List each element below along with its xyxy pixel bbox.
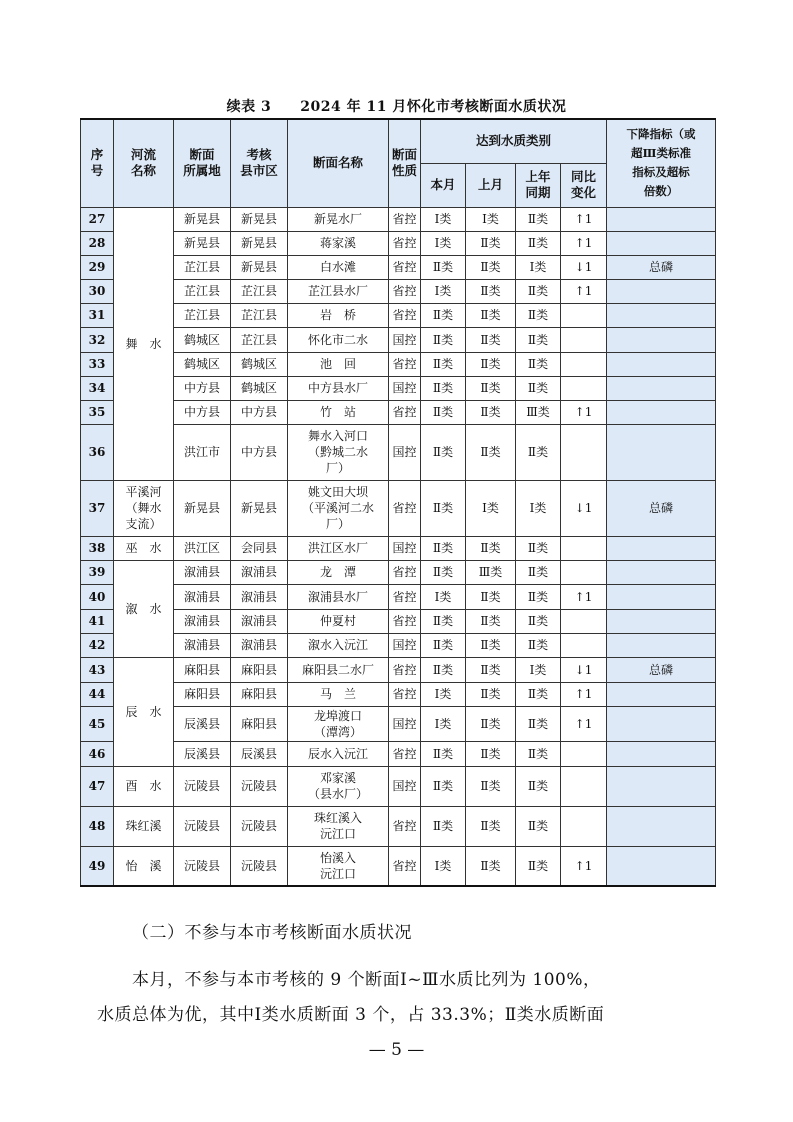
this-month-class: Ⅰ类 — [421, 584, 466, 609]
last-year-class: Ⅱ类 — [516, 207, 561, 231]
table-row — [81, 400, 716, 424]
indicator — [607, 279, 716, 303]
yoy-change — [561, 560, 607, 584]
this-month-class: Ⅱ类 — [421, 327, 466, 352]
nature: 国控 — [389, 376, 421, 400]
section-heading: （二）不参与本市考核断面水质状况 — [132, 923, 412, 943]
table-row — [81, 766, 716, 806]
row-number: 45 — [81, 706, 114, 741]
this-month-class: Ⅱ类 — [421, 766, 466, 806]
section-name: 蒋家溪 — [288, 231, 389, 255]
row-number: 47 — [81, 766, 114, 806]
indicator — [607, 682, 716, 706]
nature: 省控 — [389, 400, 421, 424]
indicator — [607, 400, 716, 424]
indicator — [607, 633, 716, 657]
table-row — [81, 376, 716, 400]
section-name: 岩 桥 — [288, 303, 389, 327]
indicator — [607, 741, 716, 766]
county: 中方县 — [231, 400, 288, 424]
county: 鹤城区 — [231, 352, 288, 376]
row-number: 31 — [81, 303, 114, 327]
section-location: 芷江县 — [174, 279, 231, 303]
last-month-class: Ⅱ类 — [466, 424, 516, 480]
row-number: 34 — [81, 376, 114, 400]
indicator — [607, 536, 716, 560]
table-row — [81, 279, 716, 303]
this-month-class: Ⅱ类 — [421, 424, 466, 480]
last-year-class: Ⅱ类 — [516, 706, 561, 741]
nature: 国控 — [389, 327, 421, 352]
last-month-class: Ⅱ类 — [466, 657, 516, 682]
this-month-class: Ⅱ类 — [421, 657, 466, 682]
section-location: 辰溪县 — [174, 741, 231, 766]
indicator — [607, 303, 716, 327]
paragraph-line-2: 水质总体为优，其中Ⅰ类水质断面 3 个，占 33.3%；Ⅱ类水质断面 — [97, 1005, 605, 1025]
yoy-change — [561, 424, 607, 480]
last-month-class: Ⅱ类 — [466, 633, 516, 657]
yoy-change: ↑1 — [561, 846, 607, 886]
table-row — [81, 584, 716, 609]
last-year-class: Ⅱ类 — [516, 560, 561, 584]
water-quality-table — [80, 118, 716, 887]
last-year-class: Ⅱ类 — [516, 376, 561, 400]
header-this-month: 本月 — [421, 163, 466, 207]
section-location: 鹤城区 — [174, 352, 231, 376]
section-name: 溆水入沅江 — [288, 633, 389, 657]
county: 溆浦县 — [231, 609, 288, 633]
last-month-class: Ⅱ类 — [466, 766, 516, 806]
last-month-class: Ⅱ类 — [466, 846, 516, 886]
table-row — [81, 352, 716, 376]
row-number: 42 — [81, 633, 114, 657]
row-number: 28 — [81, 231, 114, 255]
this-month-class: Ⅱ类 — [421, 633, 466, 657]
river-name: 舞 水 — [114, 207, 174, 480]
last-year-class: Ⅱ类 — [516, 741, 561, 766]
header-last-year: 上年 同期 — [516, 163, 561, 207]
last-month-class: Ⅱ类 — [466, 400, 516, 424]
yoy-change — [561, 806, 607, 846]
section-name: 竹 站 — [288, 400, 389, 424]
indicator — [607, 706, 716, 741]
last-month-class: Ⅱ类 — [466, 231, 516, 255]
table-row — [81, 560, 716, 584]
header-section-name: 断面名称 — [288, 119, 389, 207]
section-location: 中方县 — [174, 400, 231, 424]
county: 沅陵县 — [231, 846, 288, 886]
last-month-class: Ⅰ类 — [466, 207, 516, 231]
this-month-class: Ⅱ类 — [421, 303, 466, 327]
river-name: 辰 水 — [114, 657, 174, 766]
section-name: 溆浦县水厂 — [288, 584, 389, 609]
yoy-change: ↑1 — [561, 400, 607, 424]
yoy-change — [561, 303, 607, 327]
section-location: 沅陵县 — [174, 806, 231, 846]
indicator — [607, 806, 716, 846]
last-year-class: Ⅱ类 — [516, 766, 561, 806]
nature: 省控 — [389, 255, 421, 279]
last-year-class: Ⅲ类 — [516, 400, 561, 424]
river-name: 珠红溪 — [114, 806, 174, 846]
table-row — [81, 633, 716, 657]
nature: 省控 — [389, 231, 421, 255]
row-number: 27 — [81, 207, 114, 231]
indicator: 总磷 — [607, 480, 716, 536]
last-month-class: Ⅱ类 — [466, 682, 516, 706]
county: 新晃县 — [231, 207, 288, 231]
page-number: — 5 — — [368, 1040, 425, 1060]
yoy-change — [561, 741, 607, 766]
header-county: 考核 县市区 — [231, 119, 288, 207]
section-location: 沅陵县 — [174, 846, 231, 886]
header-yoy: 同比 变化 — [561, 163, 607, 207]
county: 芷江县 — [231, 327, 288, 352]
yoy-change: ↑1 — [561, 584, 607, 609]
section-name: 芷江县水厂 — [288, 279, 389, 303]
indicator: 总磷 — [607, 657, 716, 682]
last-month-class: Ⅰ类 — [466, 480, 516, 536]
last-month-class: Ⅱ类 — [466, 255, 516, 279]
paragraph-line-1: 本月，不参与本市考核的 9 个断面Ⅰ~Ⅲ水质比列为 100%， — [132, 970, 601, 990]
row-number: 41 — [81, 609, 114, 633]
table-row — [81, 327, 716, 352]
indicator — [607, 424, 716, 480]
section-name: 怀化市二水 — [288, 327, 389, 352]
yoy-change: ↑1 — [561, 207, 607, 231]
header-indicator: 下降指标（或 超Ⅲ类标准 指标及超标 倍数） — [607, 119, 716, 207]
county: 沅陵县 — [231, 766, 288, 806]
yoy-change — [561, 633, 607, 657]
nature: 省控 — [389, 584, 421, 609]
section-location: 鹤城区 — [174, 327, 231, 352]
last-year-class: Ⅱ类 — [516, 303, 561, 327]
county: 溆浦县 — [231, 633, 288, 657]
nature: 省控 — [389, 806, 421, 846]
header-seq: 序 号 — [81, 119, 114, 207]
yoy-change: ↓1 — [561, 657, 607, 682]
table-row — [81, 846, 716, 886]
nature: 省控 — [389, 303, 421, 327]
county: 沅陵县 — [231, 806, 288, 846]
this-month-class: Ⅱ类 — [421, 376, 466, 400]
section-name: 洪江区水厂 — [288, 536, 389, 560]
section-location: 洪江区 — [174, 536, 231, 560]
indicator — [607, 352, 716, 376]
yoy-change — [561, 536, 607, 560]
last-year-class: Ⅱ类 — [516, 352, 561, 376]
row-number: 35 — [81, 400, 114, 424]
this-month-class: Ⅱ类 — [421, 560, 466, 584]
river-name: 平溪河 （舞水 支流） — [114, 480, 174, 536]
row-number: 39 — [81, 560, 114, 584]
row-number: 48 — [81, 806, 114, 846]
header-nature: 断面 性质 — [389, 119, 421, 207]
last-month-class: Ⅱ类 — [466, 584, 516, 609]
last-year-class: Ⅱ类 — [516, 536, 561, 560]
river-name: 巫 水 — [114, 536, 174, 560]
header-class-group: 达到水质类别 — [421, 119, 607, 163]
county: 麻阳县 — [231, 706, 288, 741]
section-name: 姚文田大坝 （平溪河二水 厂） — [288, 480, 389, 536]
nature: 省控 — [389, 279, 421, 303]
indicator — [607, 327, 716, 352]
indicator — [607, 846, 716, 886]
row-number: 38 — [81, 536, 114, 560]
section-name: 马 兰 — [288, 682, 389, 706]
last-month-class: Ⅱ类 — [466, 303, 516, 327]
section-name: 辰水入沅江 — [288, 741, 389, 766]
nature: 省控 — [389, 480, 421, 536]
nature: 省控 — [389, 846, 421, 886]
last-month-class: Ⅱ类 — [466, 352, 516, 376]
table-row — [81, 424, 716, 480]
row-number: 33 — [81, 352, 114, 376]
table-row — [81, 682, 716, 706]
section-location: 溆浦县 — [174, 633, 231, 657]
row-number: 46 — [81, 741, 114, 766]
county: 新晃县 — [231, 480, 288, 536]
last-year-class: Ⅱ类 — [516, 424, 561, 480]
section-location: 新晃县 — [174, 231, 231, 255]
last-year-class: Ⅱ类 — [516, 633, 561, 657]
county: 中方县 — [231, 424, 288, 480]
last-year-class: Ⅱ类 — [516, 806, 561, 846]
last-month-class: Ⅱ类 — [466, 327, 516, 352]
row-number: 29 — [81, 255, 114, 279]
row-number: 43 — [81, 657, 114, 682]
county: 溆浦县 — [231, 560, 288, 584]
last-year-class: Ⅱ类 — [516, 682, 561, 706]
nature: 国控 — [389, 633, 421, 657]
yoy-change — [561, 609, 607, 633]
table-row — [81, 741, 716, 766]
section-location: 沅陵县 — [174, 766, 231, 806]
county: 麻阳县 — [231, 657, 288, 682]
section-location: 辰溪县 — [174, 706, 231, 741]
section-location: 芷江县 — [174, 255, 231, 279]
section-location: 麻阳县 — [174, 657, 231, 682]
header-section-location: 断面 所属地 — [174, 119, 231, 207]
county: 芷江县 — [231, 279, 288, 303]
county: 麻阳县 — [231, 682, 288, 706]
table-row — [81, 536, 716, 560]
indicator — [607, 609, 716, 633]
this-month-class: Ⅱ类 — [421, 806, 466, 846]
yoy-change — [561, 376, 607, 400]
row-number: 30 — [81, 279, 114, 303]
row-number: 44 — [81, 682, 114, 706]
last-month-class: Ⅱ类 — [466, 536, 516, 560]
header-last-month: 上月 — [466, 163, 516, 207]
this-month-class: Ⅰ类 — [421, 846, 466, 886]
table-row — [81, 255, 716, 279]
county: 会同县 — [231, 536, 288, 560]
county: 新晃县 — [231, 255, 288, 279]
indicator — [607, 376, 716, 400]
county: 鹤城区 — [231, 376, 288, 400]
indicator — [607, 766, 716, 806]
table-title: 续表 3 2024 年 11 月怀化市考核断面水质状况 — [226, 99, 567, 115]
river-name: 怡 溪 — [114, 846, 174, 886]
section-location: 中方县 — [174, 376, 231, 400]
county: 溆浦县 — [231, 584, 288, 609]
last-month-class: Ⅱ类 — [466, 609, 516, 633]
table-row — [81, 706, 716, 741]
yoy-change: ↑1 — [561, 682, 607, 706]
nature: 省控 — [389, 741, 421, 766]
row-number: 49 — [81, 846, 114, 886]
this-month-class: Ⅰ类 — [421, 706, 466, 741]
yoy-change: ↑1 — [561, 706, 607, 741]
last-year-class: Ⅱ类 — [516, 231, 561, 255]
county: 芷江县 — [231, 303, 288, 327]
section-location: 芷江县 — [174, 303, 231, 327]
this-month-class: Ⅱ类 — [421, 255, 466, 279]
last-year-class: Ⅰ类 — [516, 657, 561, 682]
last-month-class: Ⅱ类 — [466, 706, 516, 741]
section-location: 溆浦县 — [174, 609, 231, 633]
nature: 省控 — [389, 657, 421, 682]
river-name: 溆 水 — [114, 560, 174, 657]
last-year-class: Ⅰ类 — [516, 255, 561, 279]
last-year-class: Ⅱ类 — [516, 584, 561, 609]
yoy-change: ↓1 — [561, 255, 607, 279]
section-name: 池 回 — [288, 352, 389, 376]
table-row — [81, 207, 716, 231]
table-row — [81, 806, 716, 846]
table-body — [81, 207, 716, 886]
this-month-class: Ⅰ类 — [421, 231, 466, 255]
last-month-class: Ⅲ类 — [466, 560, 516, 584]
nature: 省控 — [389, 682, 421, 706]
nature: 省控 — [389, 352, 421, 376]
this-month-class: Ⅱ类 — [421, 480, 466, 536]
section-location: 新晃县 — [174, 480, 231, 536]
table-row — [81, 231, 716, 255]
table-row — [81, 609, 716, 633]
last-month-class: Ⅱ类 — [466, 376, 516, 400]
nature: 省控 — [389, 609, 421, 633]
river-name: 酉 水 — [114, 766, 174, 806]
table-row — [81, 657, 716, 682]
section-name: 邓家溪 （县水厂） — [288, 766, 389, 806]
section-name: 仲夏村 — [288, 609, 389, 633]
last-year-class: Ⅱ类 — [516, 327, 561, 352]
nature: 国控 — [389, 536, 421, 560]
table-row — [81, 303, 716, 327]
indicator — [607, 207, 716, 231]
section-location: 溆浦县 — [174, 584, 231, 609]
this-month-class: Ⅰ类 — [421, 682, 466, 706]
this-month-class: Ⅱ类 — [421, 609, 466, 633]
row-number: 36 — [81, 424, 114, 480]
this-month-class: Ⅱ类 — [421, 741, 466, 766]
last-month-class: Ⅱ类 — [466, 806, 516, 846]
nature: 省控 — [389, 207, 421, 231]
row-number: 37 — [81, 480, 114, 536]
nature: 省控 — [389, 560, 421, 584]
indicator — [607, 231, 716, 255]
nature: 国控 — [389, 424, 421, 480]
yoy-change — [561, 766, 607, 806]
header-river: 河流 名称 — [114, 119, 174, 207]
row-number: 32 — [81, 327, 114, 352]
yoy-change: ↑1 — [561, 279, 607, 303]
last-month-class: Ⅱ类 — [466, 279, 516, 303]
yoy-change: ↑1 — [561, 231, 607, 255]
last-month-class: Ⅱ类 — [466, 741, 516, 766]
section-name: 新晃水厂 — [288, 207, 389, 231]
indicator: 总磷 — [607, 255, 716, 279]
nature: 国控 — [389, 706, 421, 741]
this-month-class: Ⅱ类 — [421, 400, 466, 424]
section-name: 中方县水厂 — [288, 376, 389, 400]
yoy-change: ↓1 — [561, 480, 607, 536]
this-month-class: Ⅱ类 — [421, 352, 466, 376]
section-name: 珠红溪入 沅江口 — [288, 806, 389, 846]
last-year-class: Ⅰ类 — [516, 480, 561, 536]
last-year-class: Ⅱ类 — [516, 609, 561, 633]
indicator — [607, 584, 716, 609]
table-row — [81, 480, 716, 536]
section-location: 洪江市 — [174, 424, 231, 480]
this-month-class: Ⅱ类 — [421, 536, 466, 560]
yoy-change — [561, 327, 607, 352]
section-name: 白水滩 — [288, 255, 389, 279]
section-location: 新晃县 — [174, 207, 231, 231]
indicator — [607, 560, 716, 584]
row-number: 40 — [81, 584, 114, 609]
section-name: 龙 潭 — [288, 560, 389, 584]
this-month-class: Ⅰ类 — [421, 279, 466, 303]
last-year-class: Ⅱ类 — [516, 279, 561, 303]
section-location: 麻阳县 — [174, 682, 231, 706]
section-name: 舞水入河口 （黔城二水 厂） — [288, 424, 389, 480]
section-name: 龙埠渡口 （潭湾） — [288, 706, 389, 741]
section-location: 溆浦县 — [174, 560, 231, 584]
section-name: 怡溪入 沅江口 — [288, 846, 389, 886]
this-month-class: Ⅰ类 — [421, 207, 466, 231]
county: 辰溪县 — [231, 741, 288, 766]
section-name: 麻阳县二水厂 — [288, 657, 389, 682]
county: 新晃县 — [231, 231, 288, 255]
last-year-class: Ⅱ类 — [516, 846, 561, 886]
yoy-change — [561, 352, 607, 376]
nature: 国控 — [389, 766, 421, 806]
